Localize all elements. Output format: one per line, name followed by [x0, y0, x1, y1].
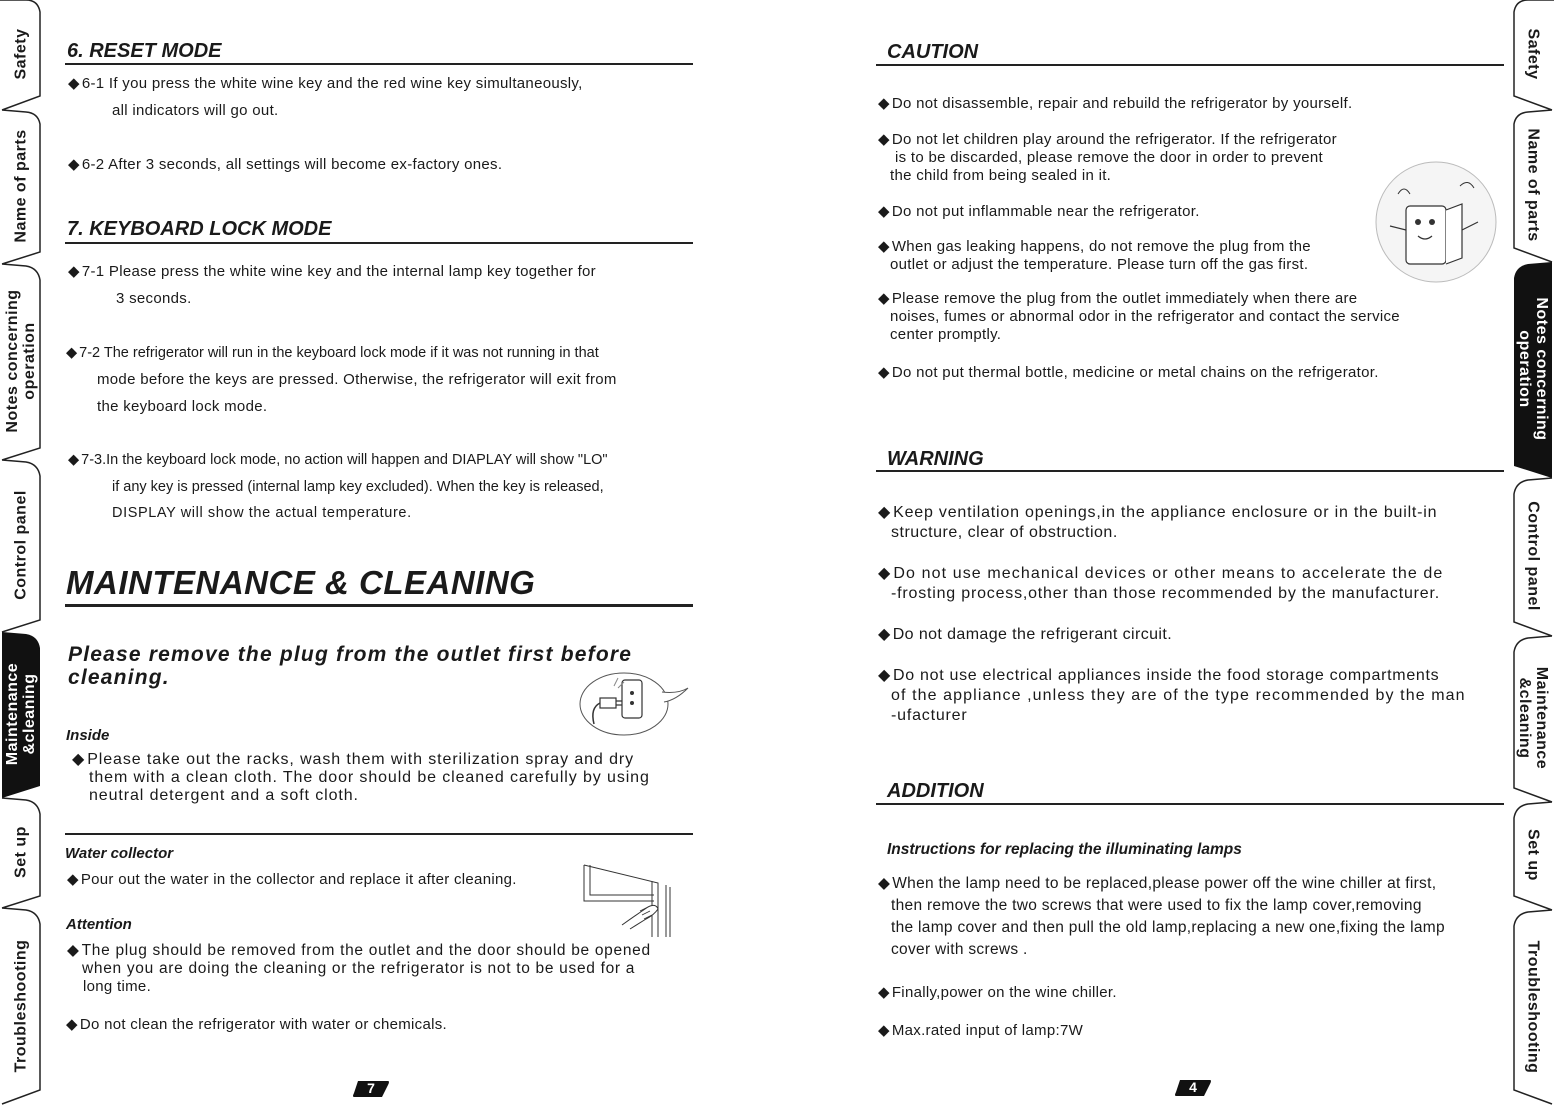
inside-item: ◆ Please take out the racks, wash them with sterilization spray and dry — [72, 751, 634, 768]
warning-item-3: ◆ Do not damage the refrigerant circuit. — [878, 626, 1173, 643]
tab-control-panel[interactable]: Control panel — [12, 490, 30, 600]
warning-item-1: ◆ Keep ventilation openings,in the appliance enclosure or in the built-in — [878, 504, 1438, 521]
attention-item-2: ◆ Do not clean the refrigerator with water or chemicals. — [66, 1016, 448, 1033]
caution-item-3: ◆ Do not put inflammable near the refrigerator. — [878, 203, 1200, 220]
lock-item-3-cont: if any key is pressed (internal lamp key excluded). When the key is released, — [112, 479, 604, 495]
water-collector-heading: Water collector — [65, 845, 174, 862]
attention-item-1-cont2: long time. — [83, 978, 152, 995]
water-collector-illustration-icon — [582, 863, 674, 939]
bullet-icon: ◆ — [68, 452, 80, 468]
tab-name-of-parts[interactable]: Name of parts — [12, 129, 30, 243]
lock-item-1: ◆ 7-1 Please press the white wine key and the internal lamp key together for — [68, 263, 596, 280]
bullet-icon: ◆ — [878, 131, 890, 148]
caution-item-5-cont2: center promptly. — [890, 326, 1002, 343]
page-number-4: 4 — [1174, 1078, 1212, 1098]
attention-heading: Attention — [66, 916, 132, 933]
caution-item-5-cont: noises, fumes or abnormal odor in the refrigerator and contact the service — [890, 308, 1400, 325]
unplug-illustration-icon — [578, 668, 690, 738]
warning-heading: WARNING — [887, 448, 984, 470]
bullet-icon: ◆ — [878, 238, 890, 255]
tab-notes-concerning-operation[interactable]: Notes concerning operation — [4, 289, 38, 433]
lock-item-3: ◆ 7-3.In the keyboard lock mode, no action will happen and DIAPLAY will show "LO" — [68, 452, 608, 468]
tab-maintenance-cleaning-right[interactable]: Maintenance &cleaning — [1516, 666, 1550, 770]
tab-troubleshooting[interactable]: Troubleshooting — [12, 939, 30, 1073]
lock-item-2-cont2: the keyboard lock mode. — [97, 398, 268, 415]
bullet-icon: ◆ — [878, 203, 890, 220]
bullet-icon: ◆ — [67, 942, 80, 959]
addition-item-1-cont2: the lamp cover and then pull the old lamp,replacing a new one,fixing the lamp — [891, 919, 1445, 936]
bullet-icon: ◆ — [68, 75, 80, 92]
caution-item-5: ◆ Please remove the plug from the outlet immediately when there are — [878, 290, 1358, 307]
reset-item-1-cont: all indicators will go out. — [112, 102, 279, 119]
tab-safety[interactable]: Safety — [12, 28, 30, 80]
bullet-icon: ◆ — [72, 751, 86, 768]
divider — [876, 803, 1504, 805]
reset-item-1: ◆ 6-1 If you press the white wine key and the red wine key simultaneously, — [68, 75, 583, 92]
divider — [65, 604, 693, 607]
left-section-tabs — [0, 0, 42, 1106]
caution-item-2: ◆ Do not let children play around the refrigerator. If the refrigerator — [878, 131, 1337, 148]
lock-item-3-cont2: DISPLAY will show the actual temperature. — [112, 505, 412, 521]
caution-item-1: ◆ Do not disassemble, repair and rebuild the refrigerator by yourself. — [878, 95, 1353, 112]
child-safety-illustration-icon — [1370, 160, 1502, 284]
attention-item-1: ◆ The plug should be removed from the outlet and the door should be opened — [67, 942, 651, 959]
bullet-icon: ◆ — [67, 871, 79, 888]
bullet-icon: ◆ — [878, 504, 892, 521]
tab-troubleshooting-right[interactable]: Troubleshooting — [1524, 940, 1542, 1074]
bullet-icon: ◆ — [66, 345, 78, 361]
warning-item-4-cont: of the appliance ,unless they are of the type recommended by the man — [891, 687, 1466, 704]
maintenance-cleaning-title: MAINTENANCE & CLEANING — [66, 564, 536, 601]
bullet-icon: ◆ — [878, 875, 891, 892]
warning-item-4: ◆ Do not use electrical appliances inside the food storage compartments — [878, 667, 1440, 684]
warning-item-2-cont: -frosting process,other than those recommended by the manufacturer. — [891, 585, 1440, 602]
lock-item-2: ◆ 7-2 The refrigerator will run in the keyboard lock mode if it was not running in that — [66, 345, 599, 361]
tab-control-panel-right[interactable]: Control panel — [1524, 501, 1542, 611]
warning-item-2: ◆ Do not use mechanical devices or other means to accelerate the de — [878, 565, 1444, 582]
tab-set-up[interactable]: Set up — [12, 826, 30, 878]
bullet-icon: ◆ — [68, 156, 80, 173]
bullet-icon: ◆ — [68, 263, 80, 280]
water-collector-item: ◆ Pour out the water in the collector and replace it after cleaning. — [67, 871, 517, 888]
divider — [876, 470, 1504, 472]
tab-name-of-parts-right[interactable]: Name of parts — [1524, 128, 1542, 242]
caution-item-6: ◆ Do not put thermal bottle, medicine or metal chains on the refrigerator. — [878, 364, 1379, 381]
caution-item-4-cont: outlet or adjust the temperature. Please turn off the gas first. — [890, 256, 1309, 273]
tab-notes-concerning-operation-right[interactable]: Notes concerning operation — [1516, 297, 1550, 441]
bullet-icon: ◆ — [878, 565, 892, 582]
plug-warning-line1: Please remove the plug from the outlet first before — [68, 643, 633, 666]
inside-item-cont2: neutral detergent and a soft cloth. — [89, 787, 359, 804]
divider — [65, 242, 693, 244]
bullet-icon: ◆ — [878, 626, 891, 643]
bullet-icon: ◆ — [878, 984, 890, 1001]
keyboard-lock-heading: 7. KEYBOARD LOCK MODE — [67, 218, 332, 240]
lock-item-2-cont: mode before the keys are pressed. Otherwise, the refrigerator will exit from — [97, 371, 617, 388]
caution-heading: CAUTION — [887, 41, 979, 63]
warning-item-4-cont2: -ufacturer — [891, 707, 968, 724]
tab-safety-right[interactable]: Safety — [1524, 28, 1542, 80]
caution-item-2-cont2: the child from being sealed in it. — [890, 167, 1112, 184]
bullet-icon: ◆ — [878, 95, 890, 112]
page-number-7: 7 — [352, 1079, 390, 1099]
reset-item-2: ◆ 6-2 After 3 seconds, all settings will become ex-factory ones. — [68, 156, 503, 173]
caution-item-4: ◆ When gas leaking happens, do not remove the plug from the — [878, 238, 1311, 255]
lamp-replacement-heading: Instructions for replacing the illuminating lamps — [887, 841, 1242, 858]
bullet-icon: ◆ — [878, 290, 890, 307]
bullet-icon: ◆ — [878, 364, 890, 381]
addition-item-1-cont3: cover with screws . — [891, 941, 1028, 958]
inside-heading: Inside — [66, 727, 110, 744]
addition-heading: ADDITION — [887, 780, 984, 802]
tab-maintenance-cleaning[interactable]: Maintenance &cleaning — [4, 662, 38, 766]
bullet-icon: ◆ — [878, 1022, 890, 1039]
reset-mode-heading: 6. RESET MODE — [67, 40, 222, 62]
caution-item-2-cont: is to be discarded, please remove the door in order to prevent — [895, 149, 1324, 166]
divider — [65, 833, 693, 835]
bullet-icon: ◆ — [878, 667, 892, 684]
bullet-icon: ◆ — [66, 1016, 78, 1033]
addition-item-1-cont: then remove the two screws that were used to fix the lamp cover,removing — [891, 897, 1422, 914]
addition-item-2: ◆ Finally,power on the wine chiller. — [878, 984, 1117, 1001]
addition-item-3: ◆ Max.rated input of lamp:7W — [878, 1022, 1084, 1039]
warning-item-1-cont: structure, clear of obstruction. — [891, 524, 1118, 541]
tab-set-up-right[interactable]: Set up — [1524, 829, 1542, 881]
lock-item-1-cont: 3 seconds. — [116, 290, 192, 307]
attention-item-1-cont: when you are doing the cleaning or the refrigerator is not to be used for a — [82, 960, 636, 977]
plug-warning-line2: cleaning. — [68, 666, 170, 689]
right-section-tabs — [1512, 0, 1554, 1106]
addition-item-1: ◆ When the lamp need to be replaced,please power off the wine chiller at first, — [878, 875, 1437, 892]
divider — [65, 63, 693, 65]
inside-item-cont: them with a clean cloth. The door should be cleaned carefully by using — [89, 769, 650, 786]
divider — [876, 64, 1504, 66]
